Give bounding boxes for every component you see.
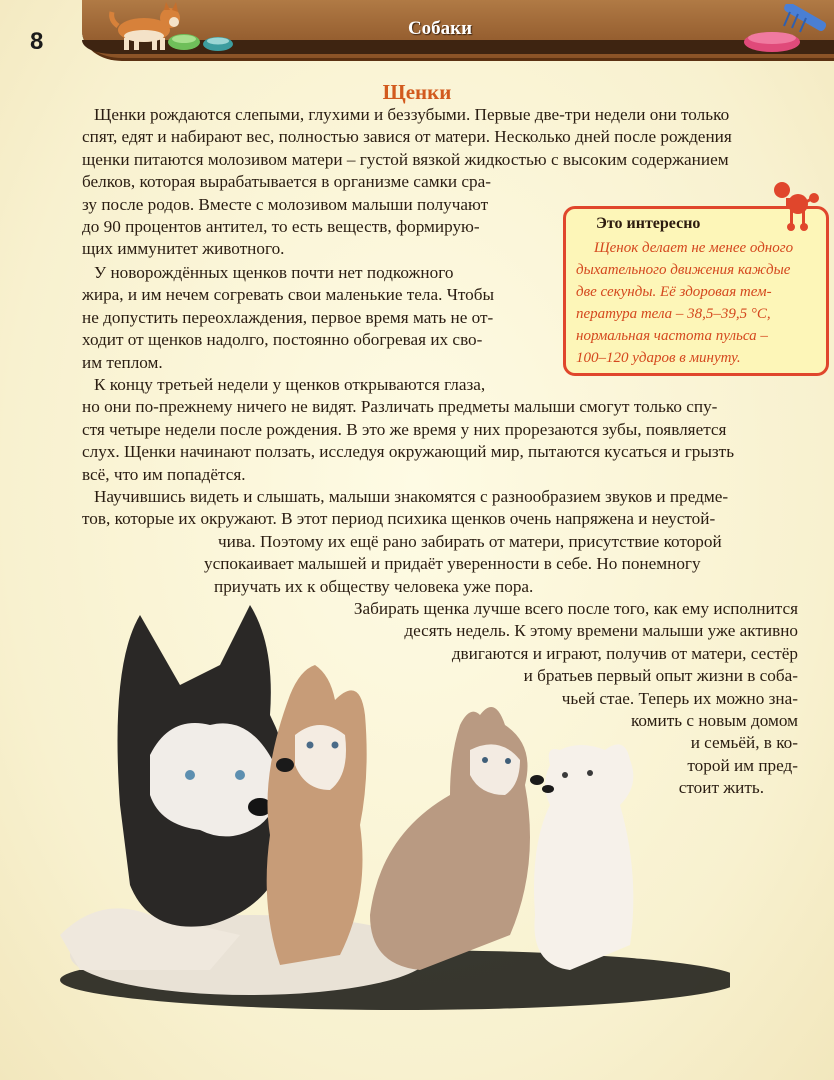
page-number: 8: [30, 28, 44, 55]
text-line: тов, которые их окружают. В этот период психика щенков очень напряжена и неустой-: [82, 509, 716, 529]
text-line: торой им пред-: [687, 755, 798, 775]
fact-line: дыхательного движения каждые: [576, 262, 791, 278]
fact-line: 100–120 ударов в минуту.: [576, 350, 741, 366]
text-line: спят, едят и набирают вес, полностью завися от матери. Несколько дней после рождения: [82, 127, 732, 147]
text-line: приучать их к обществу человека уже пора.: [214, 576, 534, 596]
text-line: комить с новым домом: [630, 711, 798, 731]
fact-box-text: [576, 237, 820, 369]
section-title: Собаки: [407, 18, 473, 39]
text-line: ходит от щенков надолго, постоянно обогревая их сво-: [82, 330, 483, 350]
text-line: Забирать щенка лучше всего после того, как ему исполнится: [353, 599, 798, 618]
poodle-silhouette-icon: [768, 180, 824, 232]
text-line: стя четыре недели после рождения. В это же время у них прорезаются зубы, появляется: [82, 419, 727, 439]
text-line: десять недель. К этому времени малыши уже активно: [404, 621, 798, 641]
text-line: стоит жить.: [678, 778, 764, 798]
text-line: всё, что им попадётся.: [82, 464, 246, 484]
paragraph-eyes: [82, 374, 734, 486]
fact-line: пература тела – 38,5–39,5 °С,: [576, 306, 771, 322]
text-line: им теплом.: [82, 352, 163, 372]
text-line: чива. Поэтому их ещё рано забирать от матери, присутствие которой: [218, 531, 722, 551]
paragraph-warmth: [82, 262, 494, 374]
text-line: успокаивает малышей и придаёт уверенности в себе. Но понемногу: [204, 554, 701, 574]
page-title: Щенки: [382, 80, 452, 104]
text-line: до 90 процентов антител, то есть веществ, формирую-: [82, 217, 480, 237]
grooming-brush-icon: [742, 4, 834, 54]
text-line: слух. Щенки начинают ползать, исследуя окружающий мир, пытаются кусаться и грызть: [82, 442, 735, 462]
text-line: Щенки рождаются слепыми, глухими и беззубыми. Первые две-три недели они только: [94, 105, 730, 124]
text-line: чьей стае. Теперь их можно зна-: [561, 688, 798, 708]
text-line: но они по-прежнему ничего не видят. Различать предметы малыши смогут только спу-: [82, 397, 718, 417]
text-line: и братьев первый опыт жизни в соба-: [523, 666, 798, 686]
text-line: К концу третьей недели у щенков открываются глаза,: [94, 375, 486, 394]
text-line: жира, и им нечем согревать свои маленькие тела. Чтобы: [82, 285, 495, 305]
fact-line: две секунды. Её здоровая тем-: [576, 284, 772, 300]
text-line: щих иммунитет животного.: [82, 239, 285, 259]
text-line: Научившись видеть и слышать, малыши знакомятся с разнообразием звуков и предме-: [94, 487, 729, 506]
fact-line: Щенок делает не менее одного: [594, 240, 794, 256]
text-line: У новорождённых щенков почти нет подкожного: [94, 263, 454, 282]
text-line: щенки питаются молозивом матери – густой вязкой жидкостью с высоким содержанием: [82, 149, 729, 169]
dog-bowls-icon: [166, 28, 236, 54]
text-line: и семьёй, в ко-: [690, 733, 798, 753]
text-line: двигаются и играют, получив от матери, сестёр: [451, 643, 798, 663]
fact-line: нормальная частота пульса –: [576, 328, 768, 344]
text-line: не допустить переохлаждения, первое время мать не от-: [82, 307, 494, 327]
text-line: зу после родов. Вместе с молозивом малыши получают: [82, 194, 489, 214]
fact-box-title: Это интересно: [596, 215, 701, 232]
text-line: белков, которая вырабатывается в организме самки сра-: [82, 172, 492, 192]
husky-mother-with-puppies-illustration: [40, 575, 730, 1015]
